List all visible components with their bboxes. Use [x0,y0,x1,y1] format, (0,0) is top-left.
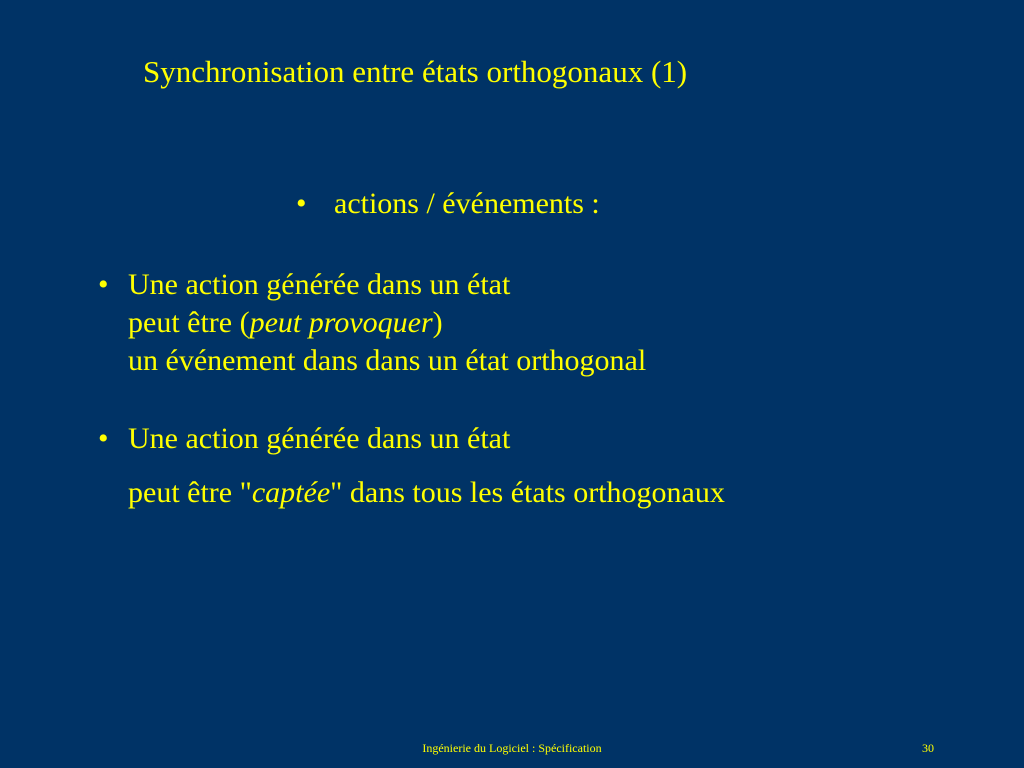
bullet-text: peut être " [128,476,252,509]
bullet-marker: • [296,187,307,220]
bullet-emphasis: peut provoquer [249,306,433,339]
bullet-marker: • [98,422,109,455]
subtitle-text: actions / événements : [334,187,600,220]
bullet-marker: • [98,268,109,301]
bullet-emphasis: captée [251,476,331,509]
bullet-line: Une action générée dans un état [128,268,511,301]
bullet-line [128,304,646,342]
page-number: 30 [922,741,934,755]
bullet-text: peut être ( [128,306,250,339]
bullet-text: " dans tous les états orthogonaux [330,476,725,509]
bullet-text: ) [432,306,443,339]
subtitle-bullet [296,184,600,224]
bullet-line: un événement dans dans un état orthogonal [128,344,647,377]
bullet-line [128,474,725,512]
footer-course-title: Ingénierie du Logiciel : Spécification [422,741,602,755]
list-item [98,420,725,512]
bullet-line: Une action générée dans un état [128,422,511,455]
slide-title: Synchronisation entre états orthogonaux (1) [143,54,688,89]
list-item [98,266,646,380]
